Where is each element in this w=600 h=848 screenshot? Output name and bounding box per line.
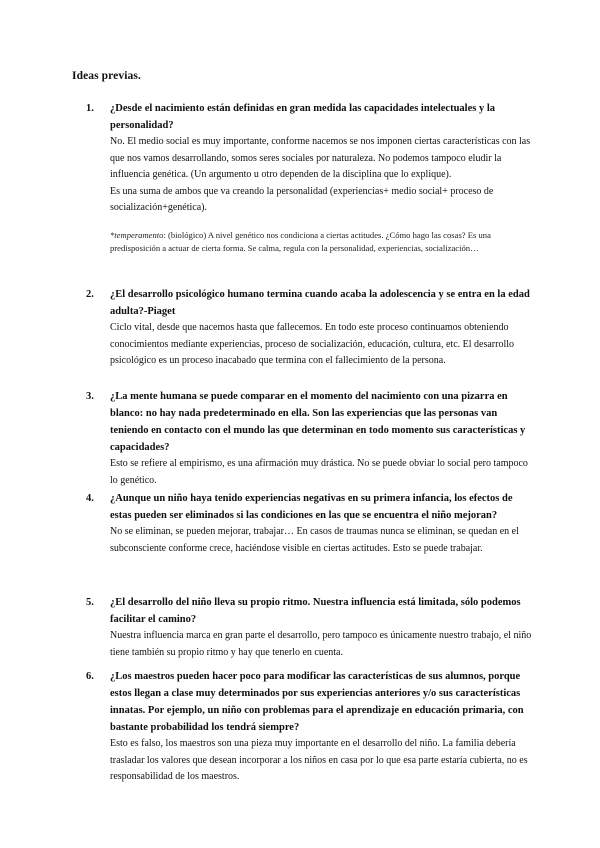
question-text: ¿Desde el nacimiento están definidas en gran medida las capacidades intelectuales y la personalidad? — [110, 103, 495, 131]
item-number: 2. — [86, 289, 94, 300]
answer-text: Nuestra influencia marca en gran parte el desarrollo, pero tampoco es únicamente nuestro trabajo, el niño tiene también su propio ritmo y hay que tenerlo en cuenta. — [110, 630, 532, 658]
note-text: : (biológico) A nivel genético nos condiciona a ciertas actitudes. ¿Cómo hago las cosas? Es una predisposición a actuar de cierta forma. Se calma, regula con la personalidad, experiencias, socialización… — [110, 229, 491, 253]
answer-text: Esto se refiere al empirismo, es una afirmación muy drástica. No se puede obviar lo social pero tampoco lo genético. — [110, 458, 528, 486]
question-text: ¿Aunque un niño haya tenido experiencias negativas en su primera infancia, los efectos de estas pueden ser eliminados si las condiciones en las que se encuentra el niño mejoran? — [110, 493, 513, 521]
item-number: 6. — [86, 671, 94, 682]
item-number: 1. — [86, 103, 94, 114]
question-text: ¿El desarrollo psicológico humano termina cuando acaba la adolescencia y se entra en la edad adulta?-Piaget — [110, 289, 530, 317]
question-text: ¿La mente humana se puede comparar en el momento del nacimiento con una pizarra en blanco: no hay nada predeterminado en ella. Son las experiencias que las personas van teniendo en contacto con el mundo las que determinan en todo momento sus características y capacidades? — [110, 391, 526, 453]
list-item — [86, 490, 534, 557]
item-number: 5. — [86, 597, 94, 608]
temperament-note — [110, 229, 534, 255]
item-number: 4. — [86, 493, 94, 504]
list-item — [86, 100, 534, 255]
note-term: *temperamento — [110, 229, 164, 240]
list-item — [86, 388, 534, 489]
answer-text: No se eliminan, se pueden mejorar, trabajar… En casos de traumas nunca se eliminan, se quedan en el subconsciente conforme crece, haciéndose visible en ciertas actitudes. Esto se puede trabajar. — [110, 526, 519, 554]
list-item — [86, 668, 534, 786]
answer-text: No. El medio social es muy importante, conforme nacemos se nos imponen ciertas características con las que nos vamos desarrollando, somos seres sociales por naturaleza. No podemos tampoco eludir la influencia genética. (Un argumento u otro dependen de la disciplina que lo explique). — [110, 136, 531, 180]
page-title: Ideas previas. — [72, 70, 141, 82]
item-number: 3. — [86, 391, 94, 402]
answer-text: Esto es falso, los maestros son una pieza muy importante en el desarrollo del niño. La familia debería trasladar los valores que desean incorporar a los niños en casa por lo que esa parte estaría cubierta, no es responsabilidad de los maestros. — [110, 738, 528, 782]
question-text: ¿Los maestros pueden hacer poco para modificar las características de sus alumnos, porque estos llegan a clase muy determinados por sus experiencias anteriores y/o sus características innatas. Por ejemplo, un niño con problemas para el aprendizaje en educación primaria, con bastante probabilidad los tendrá siempre? — [110, 671, 524, 733]
list-item — [86, 594, 534, 661]
answer-text: Ciclo vital, desde que nacemos hasta que fallecemos. En todo este proceso continuamos obteniendo conocimientos mediante experiencias, proceso de socialización, educación, cultura, etc. El desarrollo psicológico es un proceso inacabado que termina con el fallecimiento de la persona. — [110, 322, 514, 366]
question-text: ¿El desarrollo del niño lleva su propio ritmo. Nuestra influencia está limitada, sólo podemos facilitar el camino? — [110, 597, 521, 625]
answer-text: Es una suma de ambos que va creando la personalidad (experiencias+ medio social+ proceso de socialización+genética). — [110, 185, 494, 213]
list-item — [86, 286, 534, 370]
